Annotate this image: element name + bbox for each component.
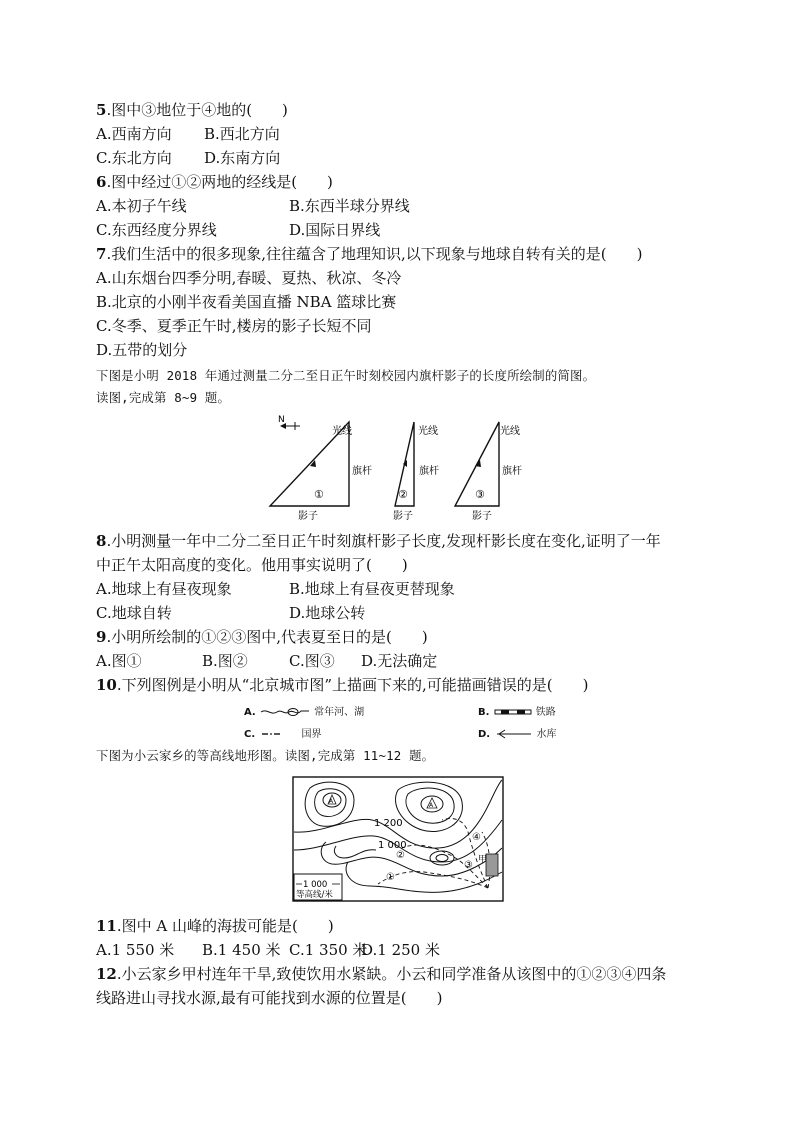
question-7 (96, 244, 642, 264)
intro-text-line: 下图是小明 2018 年通过测量二分二至日正午时刻校园内旗杆影子的长度所绘制的简图。 (96, 368, 596, 383)
diagram-marker-3: ③ (475, 488, 485, 501)
option-b[interactable]: B.西北方向 (204, 125, 280, 143)
question-number: 6 (96, 173, 107, 191)
question-text: .小云家乡甲村连年干旱,致使饮用水紧缺。小云和同学准备从该图中的①②③④四条 (116, 965, 667, 983)
pole-label: 旗杆 (352, 466, 372, 477)
question-text: .我们生活中的很多现象,往往蕴含了地理知识,以下现象与地球自转有关的是( ) (106, 245, 643, 263)
option-a[interactable]: A.山东烟台四季分明,春暖、夏热、秋凉、冬冷 (96, 269, 402, 287)
question-number: 9 (96, 628, 107, 646)
north-arrow (278, 415, 300, 430)
question-text: .小明测量一年中二分二至日正午时刻旗杆影子长度,发现杆影长度在变化,证明了一年 (106, 532, 661, 550)
route-marker-4: ④ (472, 832, 481, 843)
option-d[interactable]: D.地球公转 (289, 604, 366, 622)
question-6 (96, 172, 333, 192)
legend-option-a[interactable] (244, 703, 364, 718)
question-number: 10 (96, 676, 117, 694)
diagram-2 (393, 422, 439, 522)
railway-symbol (493, 707, 533, 717)
question-text: .小明所绘制的①②③图中,代表夏至日的是( ) (106, 628, 428, 646)
option-a[interactable]: A.西南方向 (96, 125, 172, 143)
option-c[interactable]: C.1 350 米 (289, 941, 368, 959)
option-a[interactable]: A.1 550 米 (96, 941, 175, 959)
option-d[interactable]: D.国际日界线 (289, 221, 381, 239)
route-marker-3: ③ (464, 860, 473, 871)
contour-label-1000: 1 000 (378, 840, 407, 851)
legend-option-d[interactable] (478, 725, 556, 740)
route-marker-2: ② (396, 850, 405, 861)
option-c[interactable]: C.东北方向 (96, 149, 172, 167)
option-d[interactable]: D.1 250 米 (361, 941, 440, 959)
option-c[interactable]: C.地球自转 (96, 604, 172, 622)
option-letter: B. (478, 707, 490, 718)
reservoir-symbol (493, 729, 533, 739)
contour-label-1200: 1 200 (374, 818, 403, 829)
light-label: 光线 (500, 426, 520, 437)
peak-label: A (429, 802, 434, 809)
option-label: 铁路 (535, 707, 556, 718)
light-label: 光线 (418, 426, 438, 437)
light-label: 光线 (332, 426, 352, 437)
question-number: 5 (96, 101, 107, 119)
pole-label: 旗杆 (502, 466, 522, 477)
legend-option-c[interactable] (244, 725, 322, 740)
contour-map (292, 776, 504, 902)
question-12 (96, 964, 666, 984)
question-8 (96, 531, 661, 551)
option-label: 水库 (536, 729, 557, 740)
shadow-label: 影子 (472, 511, 492, 522)
option-label: 国界 (301, 729, 322, 740)
question-11 (96, 916, 334, 936)
option-d[interactable]: D.五带的划分 (96, 341, 188, 359)
option-a[interactable]: A.图① (96, 652, 142, 670)
option-b[interactable]: B.1 450 米 (202, 941, 281, 959)
intro-text-line: 读图,完成第 8~9 题。 (96, 390, 231, 405)
diagram-marker-1: ① (314, 488, 324, 501)
option-b[interactable]: B.图② (202, 652, 248, 670)
legend-option-b[interactable] (478, 703, 556, 718)
question-9 (96, 627, 428, 647)
option-c[interactable]: C.东西经度分界线 (96, 221, 217, 239)
diagram-1 (270, 422, 372, 522)
option-label: 常年河、湖 (314, 707, 365, 718)
option-d[interactable]: D.无法确定 (361, 652, 438, 670)
diagram-marker-2: ② (398, 488, 408, 501)
national-border-symbol (258, 729, 298, 739)
legend-label: 等高线/米 (296, 890, 333, 900)
question-8-continued: 中正午太阳高度的变化。他用事实说明了( ) (96, 556, 408, 574)
option-c[interactable]: C.冬季、夏季正午时,楼房的影子长短不同 (96, 317, 372, 335)
question-10 (96, 675, 588, 695)
question-text: .图中经过①②两地的经线是( ) (106, 173, 333, 191)
question-12-continued: 线路进山寻找水源,最有可能找到水源的位置是( ) (96, 989, 443, 1007)
village-marker (486, 854, 498, 876)
option-letter: A. (244, 707, 256, 718)
question-text: .图中③地位于④地的( ) (106, 101, 288, 119)
pole-label: 旗杆 (419, 466, 439, 477)
question-number: 12 (96, 965, 117, 983)
peak-label: A (329, 798, 334, 805)
option-d[interactable]: D.东南方向 (204, 149, 281, 167)
option-b[interactable]: B.东西半球分界线 (289, 197, 410, 215)
question-text: .图中 A 山峰的海拔可能是( ) (116, 917, 334, 935)
shadow-label: 影子 (298, 511, 318, 522)
route-marker-1: ① (386, 872, 395, 883)
contour-legend (294, 874, 342, 900)
option-letter: C. (244, 729, 256, 740)
shadow-label: 影子 (393, 511, 413, 522)
question-text: .下列图例是小明从“北京城市图”上描画下来的,可能描画错误的是( ) (116, 676, 589, 694)
village-label: 甲 (478, 855, 488, 865)
question-number: 7 (96, 245, 107, 263)
question-number: 11 (96, 917, 117, 935)
diagram-3 (455, 422, 522, 522)
north-label: N (278, 415, 285, 425)
legend-value: 1 000 (303, 880, 328, 890)
option-b[interactable]: B.北京的小刚半夜看美国直播 NBA 篮球比赛 (96, 293, 397, 311)
flagpole-shadow-figure (262, 410, 532, 525)
option-b[interactable]: B.地球上有昼夜更替现象 (289, 580, 455, 598)
option-a[interactable]: A.地球上有昼夜现象 (96, 580, 232, 598)
question-number: 8 (96, 532, 107, 550)
option-letter: D. (478, 729, 491, 740)
river-lake-symbol (259, 706, 311, 718)
option-c[interactable]: C.图③ (289, 652, 335, 670)
question-5 (96, 100, 288, 120)
intro-text-line: 下图为小云家乡的等高线地形图。读图,完成第 11~12 题。 (96, 748, 435, 763)
option-a[interactable]: A.本初子午线 (96, 197, 187, 215)
